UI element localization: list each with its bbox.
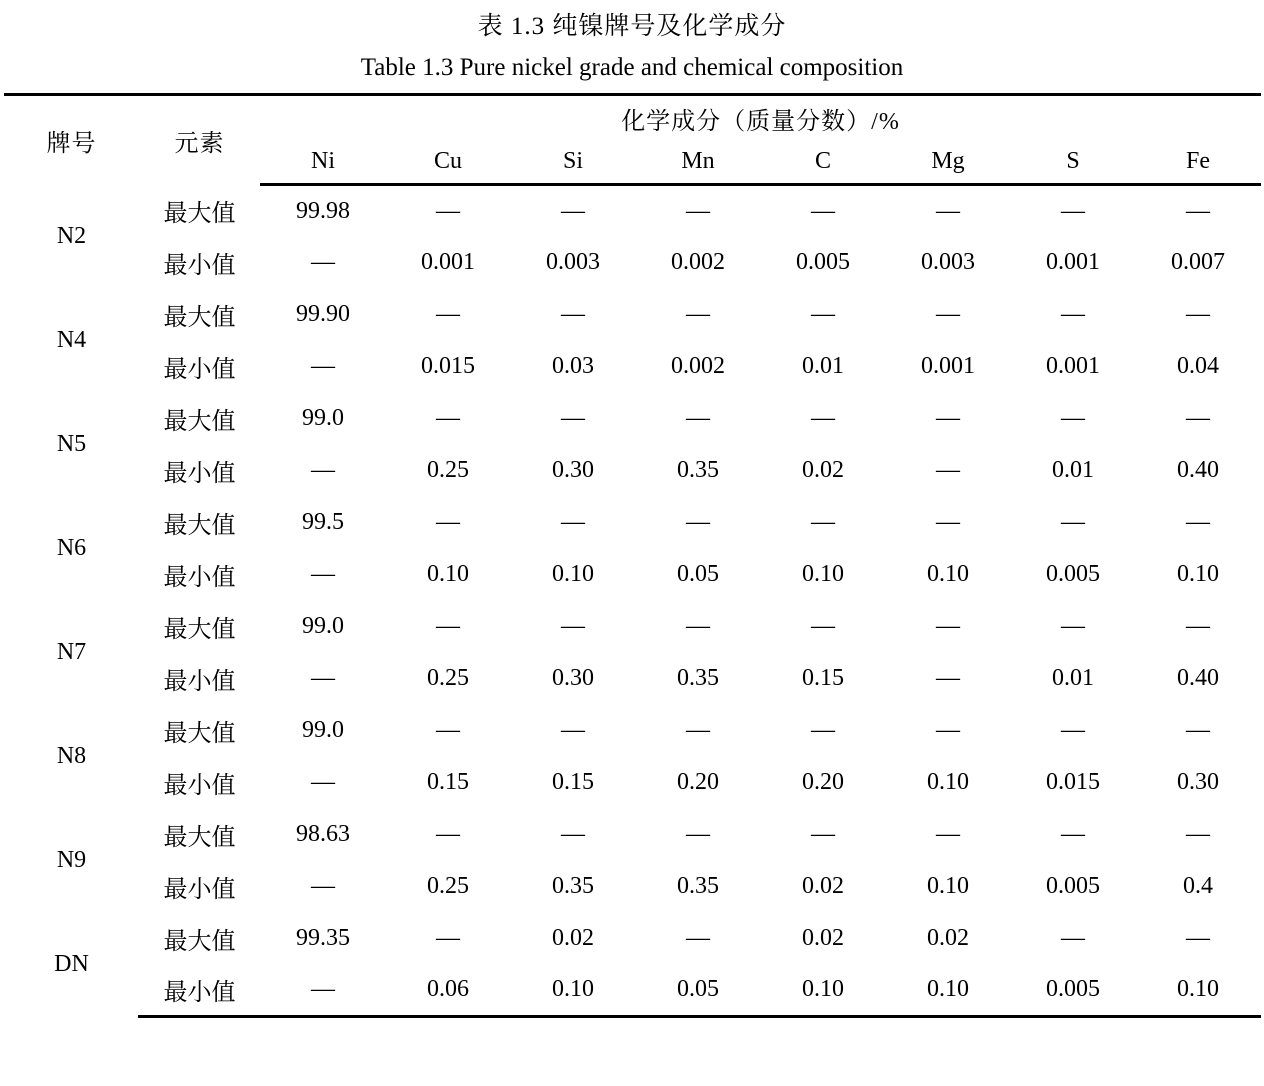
header-element-mg: Mg — [886, 141, 1011, 185]
footer-stub — [1136, 1017, 1261, 1033]
header-composition-group: 化学成分（质量分数）/% — [261, 95, 1261, 141]
cell-fe-min: 0.04 — [1136, 341, 1261, 393]
footer-stub — [761, 1017, 886, 1033]
cell-si-min: 0.30 — [511, 653, 636, 705]
cell-ni-min: — — [261, 237, 386, 289]
cell-s-max: — — [1011, 393, 1136, 445]
table-row — [5, 185, 1261, 237]
cell-c-min: 0.10 — [761, 965, 886, 1017]
cell-si-min: 0.10 — [511, 965, 636, 1017]
table-row — [5, 549, 1261, 601]
footer-stub — [386, 1017, 511, 1033]
cell-s-max: — — [1011, 705, 1136, 757]
cell-mg-max: — — [886, 185, 1011, 237]
kind-label-min: 最小值 — [139, 549, 261, 601]
table-row — [5, 965, 1261, 1017]
cell-mn-min: 0.05 — [636, 965, 761, 1017]
table-title-chinese: 表 1.3 纯镍牌号及化学成分 — [477, 13, 787, 40]
kind-label-min: 最小值 — [139, 757, 261, 809]
cell-si-max: — — [511, 497, 636, 549]
kind-label-min: 最小值 — [139, 237, 261, 289]
cell-fe-max: — — [1136, 809, 1261, 861]
cell-mn-max: — — [636, 601, 761, 653]
cell-mg-min: — — [886, 445, 1011, 497]
table-row — [5, 757, 1261, 809]
cell-cu-max: — — [386, 393, 511, 445]
cell-mn-max: — — [636, 705, 761, 757]
kind-label-min: 最小值 — [139, 861, 261, 913]
cell-c-min: 0.10 — [761, 549, 886, 601]
cell-c-min: 0.15 — [761, 653, 886, 705]
cell-mn-min: 0.05 — [636, 549, 761, 601]
cell-cu-max: — — [386, 601, 511, 653]
cell-si-max: — — [511, 289, 636, 341]
cell-mg-max: — — [886, 393, 1011, 445]
cell-s-min: 0.01 — [1011, 445, 1136, 497]
kind-label-max: 最大值 — [139, 497, 261, 549]
cell-s-min: 0.001 — [1011, 341, 1136, 393]
cell-cu-min: 0.15 — [386, 757, 511, 809]
kind-label-max: 最大值 — [139, 913, 261, 965]
cell-mn-min: 0.002 — [636, 237, 761, 289]
cell-ni-min: — — [261, 861, 386, 913]
header-element-fe: Fe — [1136, 141, 1261, 185]
cell-ni-min: — — [261, 549, 386, 601]
cell-cu-min: 0.001 — [386, 237, 511, 289]
cell-mn-max: — — [636, 809, 761, 861]
kind-label-min: 最小值 — [139, 653, 261, 705]
cell-mn-min: 0.35 — [636, 861, 761, 913]
cell-c-max: — — [761, 289, 886, 341]
cell-cu-min: 0.25 — [386, 653, 511, 705]
cell-s-min: 0.005 — [1011, 549, 1136, 601]
table-row — [5, 913, 1261, 965]
cell-s-min: 0.015 — [1011, 757, 1136, 809]
cell-ni-max: 99.98 — [261, 185, 386, 237]
kind-label-max: 最大值 — [139, 185, 261, 237]
pure-nickel-composition-table — [4, 93, 1261, 1033]
cell-c-min: 0.02 — [761, 861, 886, 913]
table-row — [5, 445, 1261, 497]
header-element-si: Si — [511, 141, 636, 185]
cell-ni-max: 99.90 — [261, 289, 386, 341]
cell-cu-max: — — [386, 913, 511, 965]
cell-cu-max: — — [386, 497, 511, 549]
cell-si-max: — — [511, 705, 636, 757]
grade-label: DN — [5, 913, 139, 1017]
cell-fe-min: 0.40 — [1136, 445, 1261, 497]
cell-fe-max: — — [1136, 289, 1261, 341]
cell-si-min: 0.003 — [511, 237, 636, 289]
footer-stub — [261, 1017, 386, 1033]
grade-label: N4 — [5, 289, 139, 393]
cell-mn-max: — — [636, 913, 761, 965]
table-body — [5, 95, 1261, 1033]
cell-mn-max: — — [636, 393, 761, 445]
cell-mg-max: — — [886, 497, 1011, 549]
cell-fe-min: 0.4 — [1136, 861, 1261, 913]
cell-c-max: — — [761, 185, 886, 237]
header-element-s: S — [1011, 141, 1136, 185]
kind-label-min: 最小值 — [139, 965, 261, 1017]
cell-ni-max: 99.35 — [261, 913, 386, 965]
cell-cu-max: — — [386, 809, 511, 861]
cell-mg-max: — — [886, 289, 1011, 341]
cell-s-max: — — [1011, 497, 1136, 549]
table-row — [5, 393, 1261, 445]
cell-cu-min: 0.25 — [386, 445, 511, 497]
table-row — [5, 341, 1261, 393]
cell-ni-min: — — [261, 653, 386, 705]
cell-c-min: 0.20 — [761, 757, 886, 809]
cell-fe-max: — — [1136, 705, 1261, 757]
cell-cu-max: — — [386, 705, 511, 757]
cell-si-max: 0.02 — [511, 913, 636, 965]
cell-c-max: — — [761, 393, 886, 445]
cell-s-max: — — [1011, 289, 1136, 341]
cell-mg-min: 0.003 — [886, 237, 1011, 289]
table-row — [5, 653, 1261, 705]
header-element-mn: Mn — [636, 141, 761, 185]
footer-stub — [511, 1017, 636, 1033]
table-header-group-row — [5, 95, 1261, 141]
cell-cu-min: 0.06 — [386, 965, 511, 1017]
cell-ni-max: 99.0 — [261, 393, 386, 445]
footer-stub — [139, 1017, 261, 1033]
cell-cu-min: 0.10 — [386, 549, 511, 601]
cell-mn-min: 0.35 — [636, 653, 761, 705]
kind-label-max: 最大值 — [139, 601, 261, 653]
cell-s-max: — — [1011, 601, 1136, 653]
cell-ni-max: 98.63 — [261, 809, 386, 861]
cell-mg-min: — — [886, 653, 1011, 705]
cell-fe-max: — — [1136, 185, 1261, 237]
cell-ni-min: — — [261, 757, 386, 809]
table-row — [5, 601, 1261, 653]
cell-mg-min: 0.10 — [886, 549, 1011, 601]
cell-fe-min: 0.30 — [1136, 757, 1261, 809]
kind-label-max: 最大值 — [139, 809, 261, 861]
table-footer-rule — [5, 1017, 1261, 1033]
cell-si-min: 0.30 — [511, 445, 636, 497]
cell-s-min: 0.001 — [1011, 237, 1136, 289]
table-row — [5, 237, 1261, 289]
cell-ni-max: 99.0 — [261, 705, 386, 757]
cell-c-min: 0.01 — [761, 341, 886, 393]
header-grade: 牌号 — [5, 95, 139, 185]
cell-mg-min: 0.10 — [886, 757, 1011, 809]
cell-s-min: 0.005 — [1011, 965, 1136, 1017]
footer-stub — [886, 1017, 1011, 1033]
cell-si-max: — — [511, 393, 636, 445]
kind-label-min: 最小值 — [139, 445, 261, 497]
cell-mn-min: 0.002 — [636, 341, 761, 393]
footer-stub — [5, 1017, 139, 1033]
cell-cu-min: 0.015 — [386, 341, 511, 393]
cell-s-min: 0.005 — [1011, 861, 1136, 913]
kind-label-max: 最大值 — [139, 289, 261, 341]
grade-label: N5 — [5, 393, 139, 497]
kind-label-min: 最小值 — [139, 341, 261, 393]
table-row — [5, 861, 1261, 913]
footer-stub — [636, 1017, 761, 1033]
table-row — [5, 289, 1261, 341]
table-row — [5, 705, 1261, 757]
cell-ni-min: — — [261, 445, 386, 497]
cell-mg-max: — — [886, 705, 1011, 757]
cell-c-max: — — [761, 601, 886, 653]
footer-stub — [1011, 1017, 1136, 1033]
cell-fe-max: — — [1136, 913, 1261, 965]
cell-c-max: 0.02 — [761, 913, 886, 965]
cell-c-min: 0.005 — [761, 237, 886, 289]
cell-fe-max: — — [1136, 393, 1261, 445]
cell-fe-min: 0.10 — [1136, 549, 1261, 601]
grade-label: N8 — [5, 705, 139, 809]
cell-fe-max: — — [1136, 601, 1261, 653]
cell-fe-min: 0.007 — [1136, 237, 1261, 289]
cell-si-min: 0.15 — [511, 757, 636, 809]
cell-c-min: 0.02 — [761, 445, 886, 497]
cell-s-max: — — [1011, 185, 1136, 237]
cell-mn-min: 0.35 — [636, 445, 761, 497]
kind-label-max: 最大值 — [139, 705, 261, 757]
table-row — [5, 497, 1261, 549]
cell-s-max: — — [1011, 913, 1136, 965]
header-element-cu: Cu — [386, 141, 511, 185]
grade-label: N7 — [5, 601, 139, 705]
cell-c-max: — — [761, 809, 886, 861]
cell-fe-min: 0.10 — [1136, 965, 1261, 1017]
cell-ni-max: 99.0 — [261, 601, 386, 653]
cell-fe-max: — — [1136, 497, 1261, 549]
grade-label: N2 — [5, 185, 139, 289]
grade-label: N9 — [5, 809, 139, 913]
cell-s-max: — — [1011, 809, 1136, 861]
cell-mg-max: — — [886, 601, 1011, 653]
cell-si-max: — — [511, 601, 636, 653]
cell-ni-min: — — [261, 341, 386, 393]
cell-mn-min: 0.20 — [636, 757, 761, 809]
cell-ni-max: 99.5 — [261, 497, 386, 549]
cell-mg-min: 0.10 — [886, 965, 1011, 1017]
cell-mg-min: 0.001 — [886, 341, 1011, 393]
cell-mg-min: 0.10 — [886, 861, 1011, 913]
cell-mg-max: — — [886, 809, 1011, 861]
cell-c-max: — — [761, 497, 886, 549]
table-row — [5, 809, 1261, 861]
cell-mn-max: — — [636, 185, 761, 237]
cell-si-min: 0.03 — [511, 341, 636, 393]
table-title-english: Table 1.3 Pure nickel grade and chemical composition — [360, 54, 904, 81]
cell-cu-min: 0.25 — [386, 861, 511, 913]
cell-cu-max: — — [386, 289, 511, 341]
cell-mg-max: 0.02 — [886, 913, 1011, 965]
cell-mn-max: — — [636, 497, 761, 549]
cell-si-max: — — [511, 185, 636, 237]
cell-si-min: 0.35 — [511, 861, 636, 913]
header-element-ni: Ni — [261, 141, 386, 185]
kind-label-max: 最大值 — [139, 393, 261, 445]
cell-fe-min: 0.40 — [1136, 653, 1261, 705]
header-element-c: C — [761, 141, 886, 185]
cell-si-min: 0.10 — [511, 549, 636, 601]
cell-si-max: — — [511, 809, 636, 861]
cell-s-min: 0.01 — [1011, 653, 1136, 705]
cell-ni-min: — — [261, 965, 386, 1017]
cell-c-max: — — [761, 705, 886, 757]
header-kind: 元素 — [139, 95, 261, 185]
grade-label: N6 — [5, 497, 139, 601]
cell-mn-max: — — [636, 289, 761, 341]
cell-cu-max: — — [386, 185, 511, 237]
